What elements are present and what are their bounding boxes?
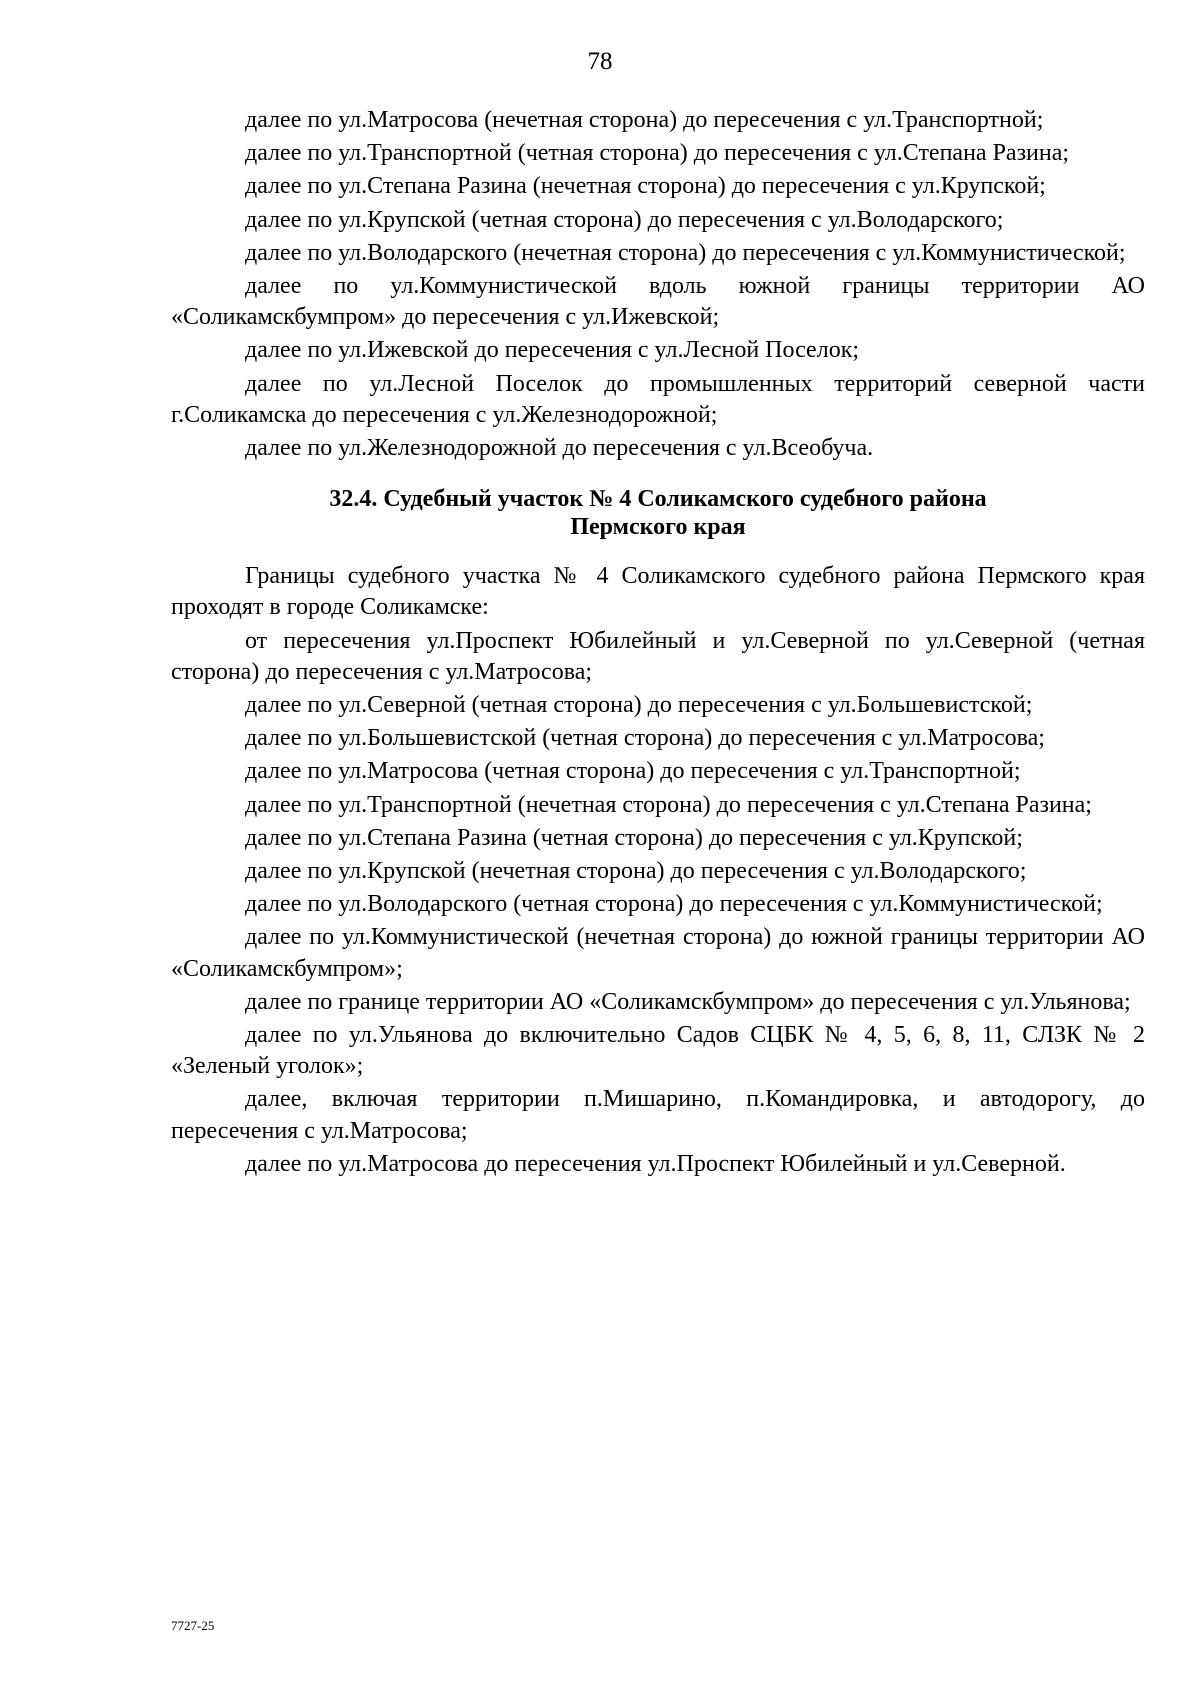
paragraph: далее по ул.Матросова до пересечения ул.Проспект Юбилейный и ул.Северной. xyxy=(245,1150,1066,1177)
section-heading-line: Пермского края xyxy=(570,514,746,541)
paragraph: далее по ул.Ижевской до пересечения с ул.Лесной Поселок; xyxy=(245,337,860,364)
paragraph: далее по ул.Ульянова до включительно Садов СЦБК № 4, 5, 6, 8, 11, СЛЗК № 2 «Зеленый уголок»; xyxy=(171,1022,1145,1080)
paragraph: далее по ул.Транспортной (нечетная сторона) до пересечения с ул.Степана Разина; xyxy=(245,791,1092,818)
paragraph: далее по ул.Коммунистической (нечетная сторона) до южной границы территории АО «Соликамскбумпром»; xyxy=(171,924,1145,982)
paragraph: далее по ул.Матросова (четная сторона) до пересечения с ул.Транспортной; xyxy=(245,758,1021,785)
paragraph: далее по ул.Крупской (четная сторона) до пересечения с ул.Володарского; xyxy=(245,206,1004,233)
paragraph: далее по границе территории АО «Соликамскбумпром» до пересечения с ул.Ульянова; xyxy=(245,988,1131,1015)
paragraph: Границы судебного участка № 4 Соликамского судебного района Пермского края проходят в городе Соликамске: xyxy=(171,563,1145,621)
paragraph: далее по ул.Коммунистической вдоль южной границы территории АО «Соликамскбумпром» до пересечения с ул.Ижевской; xyxy=(171,273,1145,331)
paragraph: далее по ул.Степана Разина (четная сторона) до пересечения с ул.Крупской; xyxy=(245,824,1023,851)
document-code: 7727-25 xyxy=(171,1618,215,1633)
paragraph: далее по ул.Володарского (четная сторона) до пересечения с ул.Коммунистической; xyxy=(245,891,1103,918)
section-heading xyxy=(171,485,1145,541)
page-number: 78 xyxy=(587,48,613,75)
section-heading-line: 32.4. Судебный участок № 4 Соликамского судебного района xyxy=(329,486,987,513)
paragraph: далее по ул.Железнодорожной до пересечения с ул.Всеобуча. xyxy=(245,435,874,462)
paragraph: далее по ул.Лесной Поселок до промышленных территорий северной части г.Соликамска до пересечения с ул.Железнодорожной; xyxy=(171,370,1145,428)
paragraph: далее, включая территории п.Мишарино, п.Командировка, и автодорогу, до пересечения с ул.Матросова; xyxy=(171,1086,1145,1144)
paragraph: далее по ул.Володарского (нечетная сторона) до пересечения с ул.Коммунистической; xyxy=(245,239,1126,266)
document-body xyxy=(171,105,1145,1182)
paragraph: далее по ул.Северной (четная сторона) до пересечения с ул.Большевистской; xyxy=(245,692,1033,719)
paragraph: далее по ул.Большевистской (четная сторона) до пересечения с ул.Матросова; xyxy=(245,725,1045,752)
paragraph: далее по ул.Матросова (нечетная сторона) до пересечения с ул.Транспортной; xyxy=(245,107,1044,133)
paragraph: далее по ул.Степана Разина (нечетная сторона) до пересечения с ул.Крупской; xyxy=(245,173,1046,200)
paragraph: далее по ул.Транспортной (четная сторона) до пересечения с ул.Степана Разина; xyxy=(245,140,1070,167)
paragraph: от пересечения ул.Проспект Юбилейный и ул.Северной по ул.Северной (четная сторона) до пересечения с ул.Матросова; xyxy=(171,627,1145,685)
paragraph: далее по ул.Крупской (нечетная сторона) до пересечения с ул.Володарского; xyxy=(245,858,1027,885)
